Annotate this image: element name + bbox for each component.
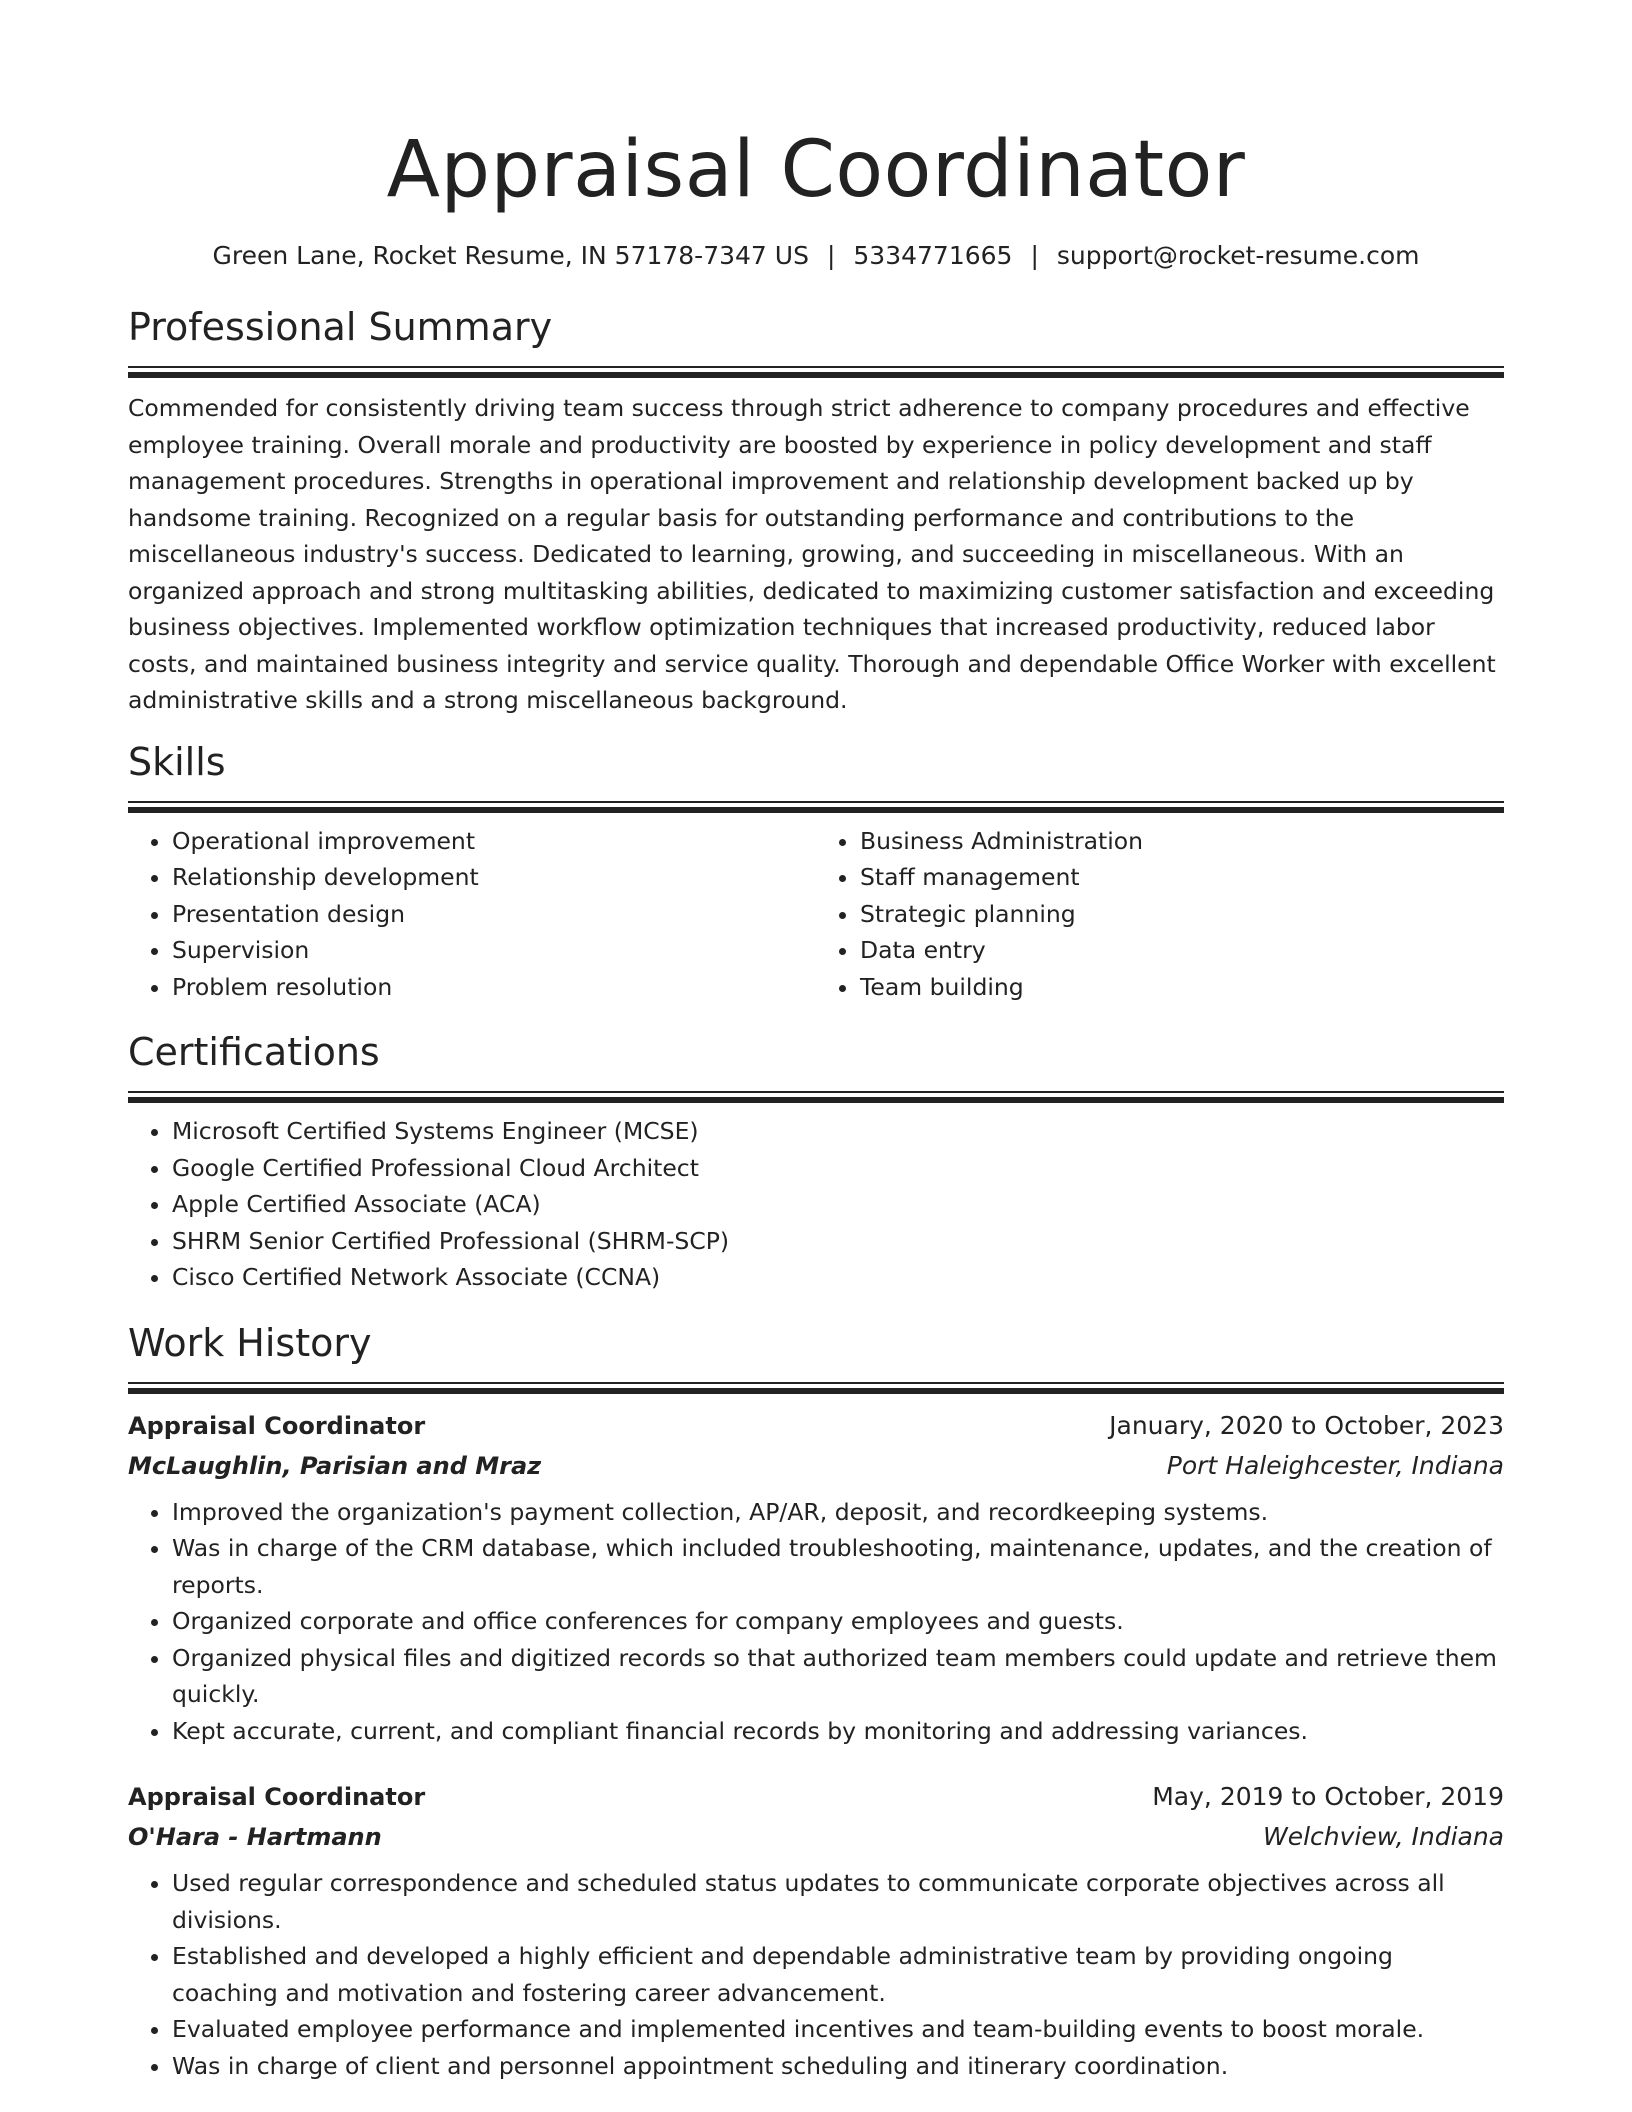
job-title: Appraisal Coordinator xyxy=(128,1783,426,1811)
job-dates: May, 2019 to October, 2019 xyxy=(1152,1782,1504,1811)
job-bullet: • Improved the organization's payment collection, AP/AR, deposit, and recordkeeping systems. xyxy=(172,1494,1504,1531)
skill-item: • Supervision xyxy=(172,932,816,969)
certification-item: • Microsoft Certified Systems Engineer (MCSE) xyxy=(172,1113,1504,1150)
skill-item: • Staff management xyxy=(860,859,1504,896)
job-bullet: • Used regular correspondence and scheduled status updates to communicate corporate objectives across all divisions. xyxy=(172,1865,1504,1938)
section-divider xyxy=(128,1382,1504,1394)
resume-page xyxy=(128,0,1504,2084)
certification-item: • Cisco Certified Network Associate (CCNA) xyxy=(172,1259,1504,1296)
summary-text: Commended for consistently driving team success through strict adherence to company procedures and effective employee training. Overall morale and productivity are boosted by experience in policy development and staff management procedures. Strengths in operational improvement and relationship development backed up by handsome training. Recognized on a regular basis for outstanding performance and contributions to the miscellaneous industry's success. Dedicated to learning, growing, and succeeding in miscellaneous. With an organized approach and strong multitasking abilities, dedicated to maximizing customer satisfaction and exceeding business objectives. Implemented workflow optimization techniques that increased productivity, reduced labor costs, and maintained business integrity and service quality. Thorough and dependable Office Worker with excellent administrative skills and a strong miscellaneous background. xyxy=(128,394,1496,714)
section-divider xyxy=(128,801,1504,813)
job-bullets xyxy=(128,1865,1504,2084)
job-entry xyxy=(128,1777,1504,2084)
job-bullet: • Organized corporate and office conferences for company employees and guests. xyxy=(172,1603,1504,1640)
certifications-heading: Certifications xyxy=(128,1030,380,1074)
work-history-section xyxy=(128,1318,1504,2085)
skill-item: • Data entry xyxy=(860,932,1504,969)
skill-item: • Relationship development xyxy=(172,859,816,896)
skills-section xyxy=(128,737,1504,1006)
skills-list-right xyxy=(816,823,1504,1006)
job-location: Port Haleighcester, Indiana xyxy=(1166,1450,1504,1480)
contact-separator: | xyxy=(1030,241,1039,270)
skills-heading: Skills xyxy=(128,739,226,784)
job-bullet: • Was in charge of client and personnel appointment scheduling and itinerary coordination. xyxy=(172,2048,1504,2085)
work-history-heading: Work History xyxy=(128,1320,372,1365)
certification-item: • SHRM Senior Certified Professional (SHRM-SCP) xyxy=(172,1223,1504,1260)
job-header xyxy=(128,1406,1504,1446)
skill-item: • Strategic planning xyxy=(860,896,1504,933)
skill-item: • Business Administration xyxy=(860,823,1504,860)
job-bullet: • Established and developed a highly efficient and dependable administrative team by providing ongoing coaching and motivation and fostering career advancement. xyxy=(172,1938,1504,2011)
contact-line xyxy=(128,240,1504,272)
job-location: Welchview, Indiana xyxy=(1262,1822,1504,1851)
skill-item: • Problem resolution xyxy=(172,969,816,1006)
certification-item: • Apple Certified Associate (ACA) xyxy=(172,1186,1504,1223)
candidate-name: Appraisal Coordinator xyxy=(386,125,1246,215)
job-company: O'Hara - Hartmann xyxy=(128,1823,382,1851)
contact-email[interactable]: support@rocket-resume.com xyxy=(1056,241,1420,270)
skills-list-left xyxy=(128,823,816,1006)
skill-item: • Operational improvement xyxy=(172,823,816,860)
job-dates: January, 2020 to October, 2023 xyxy=(1109,1410,1504,1440)
job-bullet: • Was in charge of the CRM database, which included troubleshooting, maintenance, updates, and the creation of reports. xyxy=(172,1530,1504,1603)
job-company: McLaughlin, Parisian and Mraz xyxy=(128,1451,542,1480)
skill-item: • Team building xyxy=(860,969,1504,1006)
skill-item: • Presentation design xyxy=(172,896,816,933)
job-entry xyxy=(128,1406,1504,1750)
summary-heading: Professional Summary xyxy=(128,305,553,349)
certifications-list xyxy=(128,1113,1504,1296)
skills-grid xyxy=(128,823,1504,1006)
contact-phone: 5334771665 xyxy=(853,241,1013,270)
certifications-section xyxy=(128,1027,1504,1296)
section-divider xyxy=(128,1091,1504,1103)
job-title: Appraisal Coordinator xyxy=(128,1411,426,1440)
job-subheader xyxy=(128,1817,1504,1857)
job-bullet: • Organized physical files and digitized records so that authorized team members could update and retrieve them quickly. xyxy=(172,1640,1504,1713)
contact-separator: | xyxy=(826,241,836,270)
job-bullet: • Evaluated employee performance and implemented incentives and team-building events to boost morale. xyxy=(172,2011,1504,2048)
summary-section xyxy=(128,302,1504,719)
job-header xyxy=(128,1777,1504,1817)
job-bullets xyxy=(128,1494,1504,1750)
contact-address: Green Lane, Rocket Resume, IN 57178-7347 US xyxy=(212,241,809,270)
job-subheader xyxy=(128,1446,1504,1486)
certification-item: • Google Certified Professional Cloud Architect xyxy=(172,1150,1504,1187)
job-bullet: • Kept accurate, current, and compliant financial records by monitoring and addressing variances. xyxy=(172,1713,1504,1750)
section-divider xyxy=(128,366,1504,378)
